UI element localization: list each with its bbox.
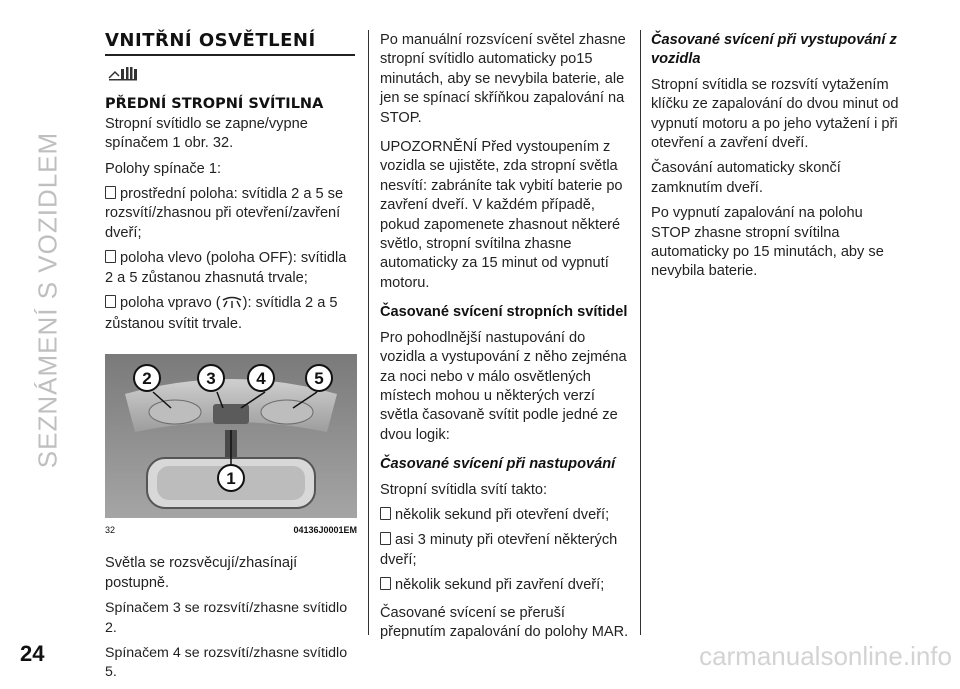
paragraph: Spínačem 3 se rozsvítí/zhasne svítidlo 2.: [105, 600, 348, 636]
paragraph: Stropní svítidlo se zapne/vypne spínačem 1 obr. 32.: [105, 115, 308, 152]
list-item: několik sekund při otevření dveří;: [380, 506, 630, 525]
callout-5: 5: [314, 368, 324, 388]
subheading: Časované svícení při vystupování z vozidla: [651, 32, 897, 68]
figure-32: [105, 354, 357, 518]
paragraph: Po vypnutí zapalování na polohu STOP zhasne stropní svítilna automaticky po 15 minutách, aby se nevybila baterie.: [651, 205, 884, 280]
list-item: poloha vlevo (poloha OFF): svítidla 2 a 5 zůstanou zhasnutá trvale;: [105, 250, 347, 286]
list-item: několik sekund při zavření dveří;: [380, 576, 630, 595]
interior-light-icon: [107, 66, 357, 88]
list-item: prostřední poloha: svítidla 2 a 5 se rozsvítí/zhasnou při otevření/zavření dveří;: [105, 186, 344, 241]
callout-2: 2: [142, 368, 152, 388]
paragraph: Stropní svítidla svítí takto:: [380, 481, 548, 498]
dome-light-icon: [221, 296, 243, 315]
figure-number: 32: [105, 524, 116, 535]
figure-caption: [105, 521, 357, 540]
page-number: 24: [20, 641, 45, 666]
paragraph: Spínačem 4 se rozsvítí/zhasne svítidlo 5.: [105, 644, 348, 681]
callout-1: 1: [226, 468, 236, 488]
list-item: poloha vpravo ( ): svítidla 2 a 5 zůstanou svítit trvale.: [105, 295, 338, 333]
bullet-icon: [380, 532, 391, 545]
list-item: asi 3 minuty při otevření některých dveří;: [380, 532, 618, 568]
subheading: Časované svícení stropních svítidel: [380, 304, 628, 321]
bullet-icon: [380, 507, 391, 520]
column-divider: [640, 30, 641, 635]
column-1: [105, 31, 357, 689]
section-heading: VNITŘNÍ OSVĚTLENÍ: [105, 30, 316, 51]
watermark: carmanualsonline.info: [699, 641, 952, 671]
section-side-title: SEZNÁMENÍ S VOZIDLEM: [32, 131, 63, 469]
column-3: [651, 31, 903, 288]
heading-rule: [105, 54, 355, 56]
bullet-icon: [105, 295, 116, 308]
paragraph: Stropní svítidla se rozsvítí vytažením klíčku ze zapalování do dvou minut od vypnutí motoru a po jeho vytažení i při otevření a zavření dveří.: [651, 76, 899, 152]
callout-4: 4: [256, 368, 266, 388]
paragraph: Polohy spínače 1:: [105, 160, 222, 177]
bullet-icon: [380, 577, 391, 590]
warning-paragraph: UPOZORNĚNÍ Před vystoupením z vozidla se ujistěte, zda stropní světla nesvítí: zabráníte tak vybití baterie po zavření dveří. V každém případě, pokud zapomenete zhasnout některé světlo, stropní svítilna zhasne automaticky za 15 minut od vypnutí motoru.: [380, 139, 623, 291]
paragraph: Světla se rozsvěcují/zhasínají postupně.: [105, 555, 298, 591]
column-divider: [368, 30, 369, 635]
paragraph: Po manuální rozsvícení světel zhasne stropní svítidlo automaticky po15 minutách, aby se nevybila baterie, ale jen se spínací skříňkou zapalování na STOP.: [380, 32, 626, 126]
bullet-icon: [105, 186, 116, 199]
subheading: Časované svícení při nastupování: [380, 456, 616, 473]
paragraph: Časování automaticky skončí zamknutím dveří.: [651, 160, 841, 196]
column-2: [380, 31, 630, 648]
paragraph: Časované svícení se přeruší přepnutím zapalování do polohy MAR.: [380, 604, 629, 640]
callout-3: 3: [206, 368, 216, 388]
figure-code: 04136J0001EM: [293, 524, 357, 535]
subheading: PŘEDNÍ STROPNÍ SVÍTILNA: [105, 95, 324, 112]
bullet-icon: [105, 250, 116, 263]
paragraph: Pro pohodlnější nastupování do vozidla a vystupování z něho zejména za noci nebo v málo osvětlených místech mohou u některých verzí světla časovaně svítit podle jedné ze dvou logik:: [380, 329, 627, 443]
